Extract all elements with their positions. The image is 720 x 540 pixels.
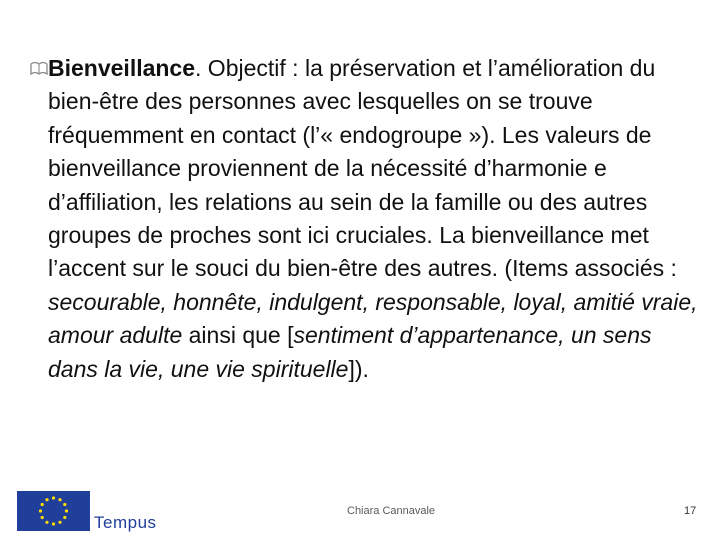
tempus-logo-text: Tempus: [94, 513, 157, 532]
footer-author: Chiara Cannavale: [347, 505, 436, 517]
eu-flag-icon: [17, 491, 90, 531]
bullet-italic-part-2: sentiment d’appartenance, un sens dans la vie, une vie spirituelle: [48, 322, 652, 382]
bullet-paragraph: [30, 52, 700, 386]
bullet-text-part-1: . Objectif : la préservation et l’amélioration du bien-être des personnes avec lesquelles on se trouve fréquemment en contact (l’« endogroupe »). Les valeurs de bienveillance proviennent de la nécessité d’harmonie e d’affiliation, les relations au sein de la famille ou des autres groupes de proches sont ici cruciales. La bienveillance met l’accent sur le souci du bien-être des autres. (Items associés :: [48, 55, 677, 282]
bullet-term: Bienveillance: [48, 55, 196, 81]
bullet-italic-part-1: secourable, honnête, indulgent, responsable, loyal, amitié vraie, amour adulte: [48, 288, 698, 349]
bullet-text-part-3: ]).: [348, 355, 369, 382]
page-number: 17: [684, 505, 697, 517]
slide-footer: [0, 480, 720, 540]
tempus-logo: [17, 491, 187, 533]
bullet-text-part-2: ainsi que [: [182, 322, 294, 349]
book-bullet-icon: [30, 60, 48, 76]
bullet-text: [48, 52, 700, 386]
